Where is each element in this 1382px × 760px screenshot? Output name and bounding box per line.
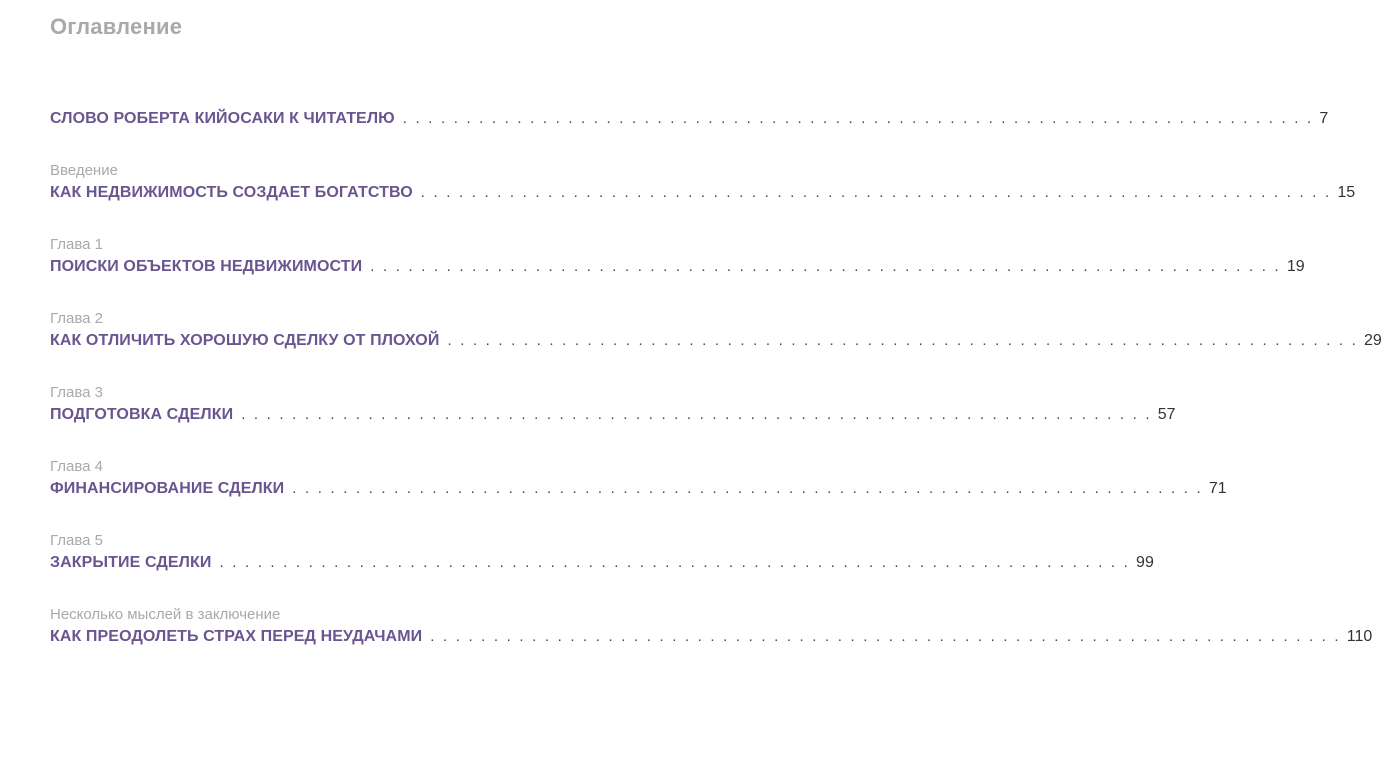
toc-page-number: 7	[1319, 110, 1329, 127]
toc-dot-leader: . . . . . . . . . . . . . . . . . . . . . . . . . . . . . . . . . . . . . . . . . . . . . . . . . . . . . . . . . . . . . . . . . . . . . . . .	[241, 406, 1152, 423]
toc-dot-leader: . . . . . . . . . . . . . . . . . . . . . . . . . . . . . . . . . . . . . . . . . . . . . . . . . . . . . . . . . . . . . . . . . . . . . . . .	[370, 258, 1281, 275]
toc-entry-title: СЛОВО РОБЕРТА КИЙОСАКИ К ЧИТАТЕЛЮ	[50, 110, 395, 127]
toc-link-chapter-4[interactable]	[50, 480, 1227, 502]
toc-page-number: 19	[1286, 258, 1305, 275]
toc-entry-title: КАК ПРЕОДОЛЕТЬ СТРАХ ПЕРЕД НЕУДАЧАМИ	[50, 628, 423, 645]
toc-entry-title: ПОИСКИ ОБЪЕКТОВ НЕДВИЖИМОСТИ	[50, 258, 363, 275]
toc-link-introduction[interactable]	[50, 184, 1356, 206]
toc-dot-leader: . . . . . . . . . . . . . . . . . . . . . . . . . . . . . . . . . . . . . . . . . . . . . . . . . . . . . . . . . . . . . . . . . . . . . . . .	[430, 628, 1341, 645]
toc-entry-label: Глава 3	[50, 384, 104, 401]
toc-entry-label: Несколько мыслей в заключение	[50, 606, 281, 623]
toc-page-number: 15	[1337, 184, 1356, 201]
toc-dot-leader: . . . . . . . . . . . . . . . . . . . . . . . . . . . . . . . . . . . . . . . . . . . . . . . . . . . . . . . . . . . . . . . . . . . . . . . .	[219, 554, 1131, 571]
toc-entry-title: ЗАКРЫТИЕ СДЕЛКИ	[50, 554, 212, 571]
toc-entry-title: ФИНАНСИРОВАНИЕ СДЕЛКИ	[50, 480, 285, 497]
toc-entry-label: Глава 1	[50, 236, 104, 253]
toc-entry-title: КАК ОТЛИЧИТЬ ХОРОШУЮ СДЕЛКУ ОТ ПЛОХОЙ	[50, 332, 440, 349]
toc-link-chapter-1[interactable]	[50, 258, 1305, 280]
toc-page-number: 57	[1157, 406, 1176, 423]
toc-link-chapter-2[interactable]	[50, 332, 1382, 354]
toc-link-conclusion[interactable]	[50, 628, 1373, 650]
toc-entry-label: Глава 4	[50, 458, 104, 475]
toc-page-number: 29	[1364, 332, 1382, 349]
toc-dot-leader: . . . . . . . . . . . . . . . . . . . . . . . . . . . . . . . . . . . . . . . . . . . . . . . . . . . . . . . . . . . . . . . . . . . . . . . .	[402, 110, 1314, 127]
toc-dot-leader: . . . . . . . . . . . . . . . . . . . . . . . . . . . . . . . . . . . . . . . . . . . . . . . . . . . . . . . . . . . . . . . . . . . . . . . .	[420, 184, 1332, 201]
toc-page-number: 71	[1208, 480, 1227, 497]
toc-link-foreword[interactable]	[50, 110, 1329, 132]
toc-page-number: 99	[1136, 554, 1154, 571]
toc-page-number: 110	[1346, 628, 1373, 645]
toc-entry-label: Введение	[50, 162, 118, 179]
toc-dot-leader: . . . . . . . . . . . . . . . . . . . . . . . . . . . . . . . . . . . . . . . . . . . . . . . . . . . . . . . . . . . . . . . . . . . . . . . .	[447, 332, 1359, 349]
toc-link-chapter-3[interactable]	[50, 406, 1176, 428]
toc-entry-label: Глава 2	[50, 310, 104, 327]
toc-entry-title: ПОДГОТОВКА СДЕЛКИ	[50, 406, 234, 423]
toc-entry-label: Глава 5	[50, 532, 104, 549]
page-title: Оглавление	[50, 14, 183, 39]
toc-dot-leader: . . . . . . . . . . . . . . . . . . . . . . . . . . . . . . . . . . . . . . . . . . . . . . . . . . . . . . . . . . . . . . . . . . . . . . . .	[292, 480, 1203, 497]
toc-link-chapter-5[interactable]	[50, 554, 1154, 576]
toc-entry-title: КАК НЕДВИЖИМОСТЬ СОЗДАЕТ БОГАТСТВО	[50, 184, 413, 201]
